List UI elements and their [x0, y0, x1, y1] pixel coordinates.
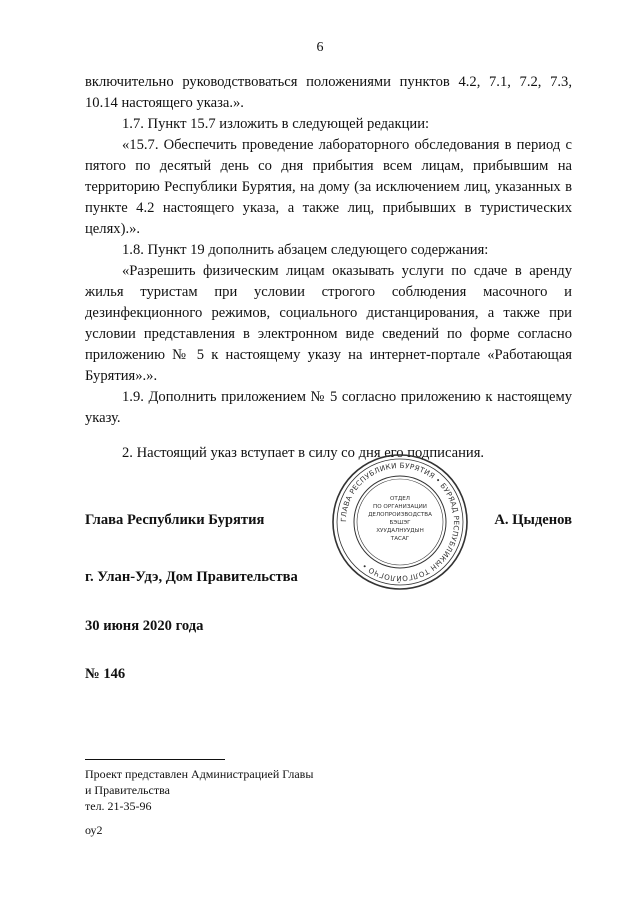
- seal-text-line: ТАСАГ: [390, 536, 410, 542]
- issue-date: 30 июня 2020 года: [85, 618, 204, 634]
- paragraph: 2. Настоящий указ вступает в силу со дня его подписания.: [122, 445, 485, 461]
- issue-place: г. Улан-Удэ, Дом Правительства: [85, 569, 298, 585]
- seal-ring-text: ГЛАВА РЕСПУБЛИКИ БУРЯТИЯ • БУРЯАД РЕСПУБЛИКЫН ТОЛГОЙЛОГЧО •: [338, 460, 462, 584]
- paragraph: 1.7. Пункт 15.7 изложить в следующей редакции:: [122, 116, 430, 132]
- footnote: [85, 766, 313, 814]
- footnote-line: Проект представлен Администрацией Главы: [85, 767, 314, 781]
- footnote-line: и Правительства: [85, 783, 170, 797]
- footnote-line: тел. 21-35-96: [85, 799, 152, 813]
- body-text: [85, 72, 572, 464]
- paragraph: 1.9. Дополнить приложением № 5 согласно приложению к настоящему указу.: [85, 389, 572, 426]
- document-code: оу2: [85, 823, 103, 837]
- official-seal: [330, 452, 470, 592]
- signer-name: А. Цыденов: [494, 512, 572, 528]
- paragraph: 1.8. Пункт 19 дополнить абзацем следующего содержания:: [122, 242, 489, 258]
- paragraph: включительно руководствоваться положениями пунктов 4.2, 7.1, 7.2, 7.3, 10.14 настоящего указа.».: [85, 74, 572, 111]
- paragraph: «15.7. Обеспечить проведение лабораторного обследования в период с пятого по десятый день со дня прибытия всем лицам, прибывшим на территорию Республики Бурятия, на дому (за исключением лиц, указанных в пункте 4.2 настоящего указа, а также лиц, прибывших в туристических целях).».: [85, 137, 572, 237]
- seal-text-line: ХУУДАЛНУУДЫН: [376, 528, 424, 534]
- seal-text-line: БЭШЭГ: [389, 520, 411, 526]
- paragraph: «Разрешить физическим лицам оказывать услуги по сдаче в аренду жилья туристам при условии строгого соблюдения масочного и дезинфекционного режимов, социального дистанцирования, а также при условии представления в электронном виде сведений по форме согласно приложению № 5 к настоящему указу на интернет-портале «Работающая Бурятия».».: [85, 263, 572, 384]
- seal-text-line: ОТДЕЛ: [390, 496, 410, 502]
- seal-text-line: ДЕЛОПРОИЗВОДСТВА: [368, 512, 432, 518]
- document-number: № 146: [85, 666, 126, 682]
- seal-text-line: ПО ОРГАНИЗАЦИИ: [373, 504, 427, 510]
- page-number: 6: [316, 40, 324, 55]
- signer-position: Глава Республики Бурятия: [85, 512, 265, 528]
- footnote-divider: [85, 759, 225, 760]
